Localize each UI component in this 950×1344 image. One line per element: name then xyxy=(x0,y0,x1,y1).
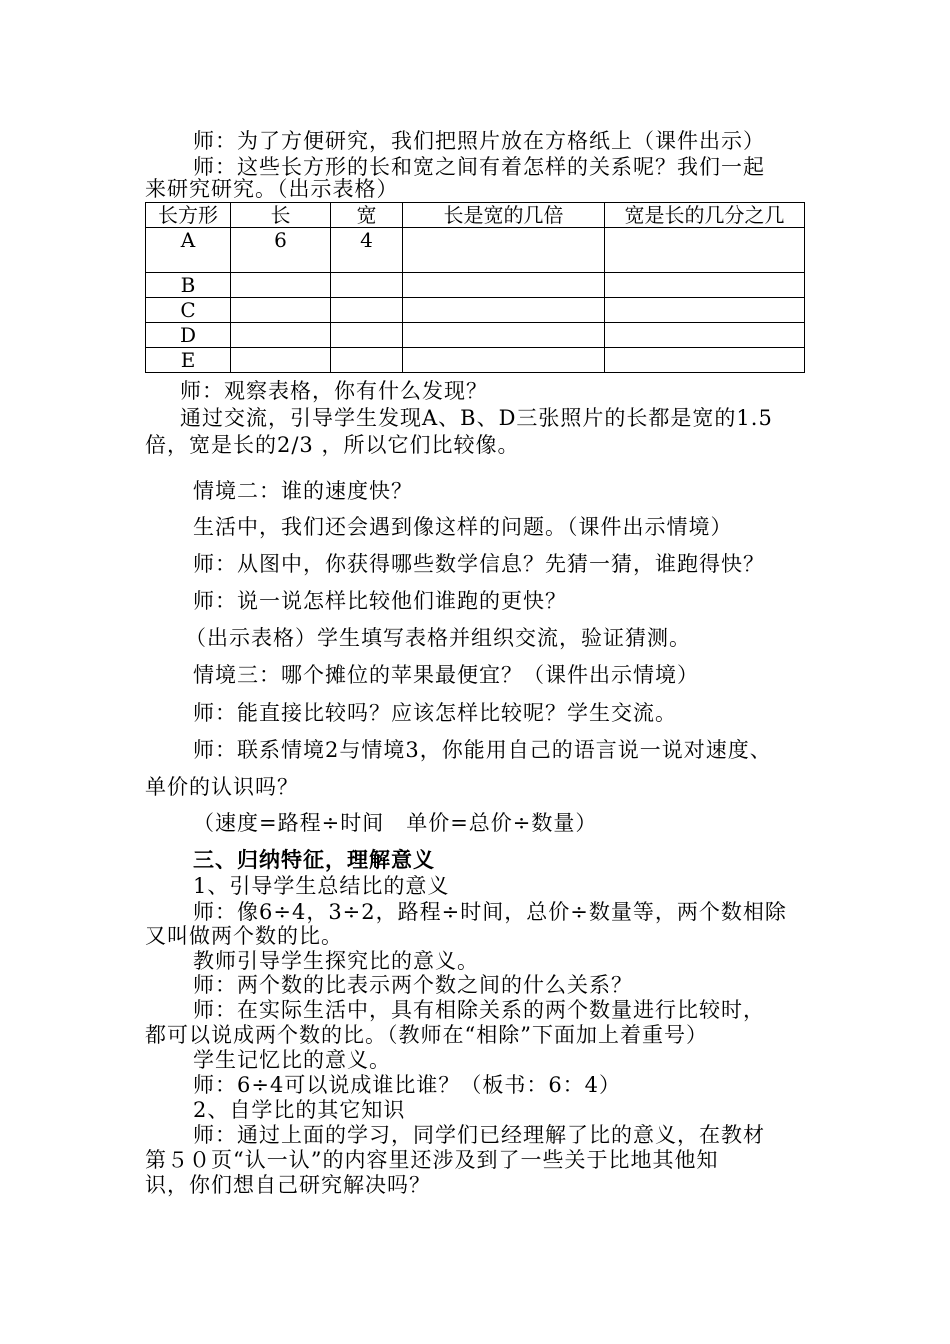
table-header-cell: 长 xyxy=(231,203,331,228)
paragraph: 师：联系情境2与情境3，你能用自己的语言说一说对速度、 xyxy=(193,738,772,762)
paragraph: 师：通过上面的学习，同学们已经理解了比的意义，在教材 xyxy=(193,1123,765,1147)
table-cell: 4 xyxy=(331,228,403,273)
paragraph: 第５０页“认一认”的内容里还涉及到了一些关于比地其他知 xyxy=(145,1148,719,1172)
paragraph: 师：像6÷4，3÷2，路程÷时间，总价÷数量等，两个数相除 xyxy=(193,900,787,924)
table-cell: 6 xyxy=(231,228,331,273)
table-cell xyxy=(331,298,403,323)
paragraph: 1、引导学生总结比的意义 xyxy=(193,874,450,898)
table-cell: D xyxy=(146,323,231,348)
table-row xyxy=(146,273,805,298)
paragraph: 师：能直接比较吗？应该怎样比较呢？学生交流。 xyxy=(193,701,677,725)
paragraph: 来研究研究。（出示表格） xyxy=(145,177,399,201)
table-cell xyxy=(403,228,605,273)
table-cell xyxy=(605,348,805,373)
paragraph: 生活中，我们还会遇到像这样的问题。（课件出示情境） xyxy=(193,515,733,539)
table-cell xyxy=(331,323,403,348)
paragraph: 情境三：哪个摊位的苹果最便宜？（课件出示情境） xyxy=(193,663,699,687)
table-cell xyxy=(403,298,605,323)
paragraph: 学生记忆比的意义。 xyxy=(193,1048,391,1072)
paragraph: （速度=路程÷时间 单价=总价÷数量） xyxy=(193,811,598,835)
table-header-cell: 宽是长的几分之几 xyxy=(605,203,805,228)
paragraph: 师：两个数的比表示两个数之间的什么关系？ xyxy=(193,973,633,997)
table-cell xyxy=(331,273,403,298)
table-header-cell: 宽 xyxy=(331,203,403,228)
table-header-cell: 长方形 xyxy=(146,203,231,228)
table-cell xyxy=(231,323,331,348)
paragraph: 教师引导学生探究比的意义。 xyxy=(193,949,479,973)
paragraph: 师：这些长方形的长和宽之间有着怎样的关系呢？我们一起 xyxy=(193,155,765,179)
table-cell xyxy=(605,273,805,298)
table-cell: A xyxy=(146,228,231,273)
table-cell: C xyxy=(146,298,231,323)
paragraph: 师：从图中，你获得哪些数学信息？先猜一猜，谁跑得快？ xyxy=(193,552,765,576)
paragraph: 单价的认识吗？ xyxy=(145,775,299,799)
paragraph: 师：说一说怎样比较他们谁跑的更快？ xyxy=(193,589,567,613)
table-row xyxy=(146,228,805,273)
table-cell: B xyxy=(146,273,231,298)
paragraph: 师：6÷4可以说成谁比谁？（板书：6：4） xyxy=(193,1073,622,1097)
paragraph: 倍，宽是长的2/3 ，所以它们比较像。 xyxy=(145,433,520,457)
table-cell xyxy=(231,348,331,373)
paragraph: 师：在实际生活中，具有相除关系的两个数量进行比较时， xyxy=(193,998,765,1022)
table-cell xyxy=(231,298,331,323)
paragraph: 情境二：谁的速度快？ xyxy=(193,479,413,503)
table-header-cell: 长是宽的几倍 xyxy=(403,203,605,228)
table-cell xyxy=(331,348,403,373)
table-row xyxy=(146,298,805,323)
paragraph: 识，你们想自己研究解决吗？ xyxy=(145,1173,431,1197)
paragraph: 又叫做两个数的比。 xyxy=(145,924,343,948)
paragraph: 2、自学比的其它知识 xyxy=(193,1098,406,1122)
table-cell xyxy=(403,348,605,373)
table-cell: E xyxy=(146,348,231,373)
paragraph: 师：为了方便研究，我们把照片放在方格纸上（课件出示） xyxy=(193,129,765,153)
paragraph: 都可以说成两个数的比。（教师在“相除”下面加上着重号） xyxy=(145,1023,708,1047)
paragraph: 通过交流，引导学生发现A、B、D三张照片的长都是宽的1.5 xyxy=(180,406,773,430)
table-cell xyxy=(605,298,805,323)
table-cell xyxy=(605,323,805,348)
table-cell xyxy=(231,273,331,298)
rectangle-ratio-table xyxy=(145,202,805,373)
table-row xyxy=(146,323,805,348)
table-cell xyxy=(403,273,605,298)
section-heading: 三、归纳特征，理解意义 xyxy=(193,847,435,872)
table-cell xyxy=(403,323,605,348)
paragraph: 师：观察表格，你有什么发现？ xyxy=(180,379,488,403)
table-header-row xyxy=(146,203,805,228)
paragraph: （出示表格）学生填写表格并组织交流，验证猜测。 xyxy=(185,626,691,650)
table-cell xyxy=(605,228,805,273)
table-row xyxy=(146,348,805,373)
